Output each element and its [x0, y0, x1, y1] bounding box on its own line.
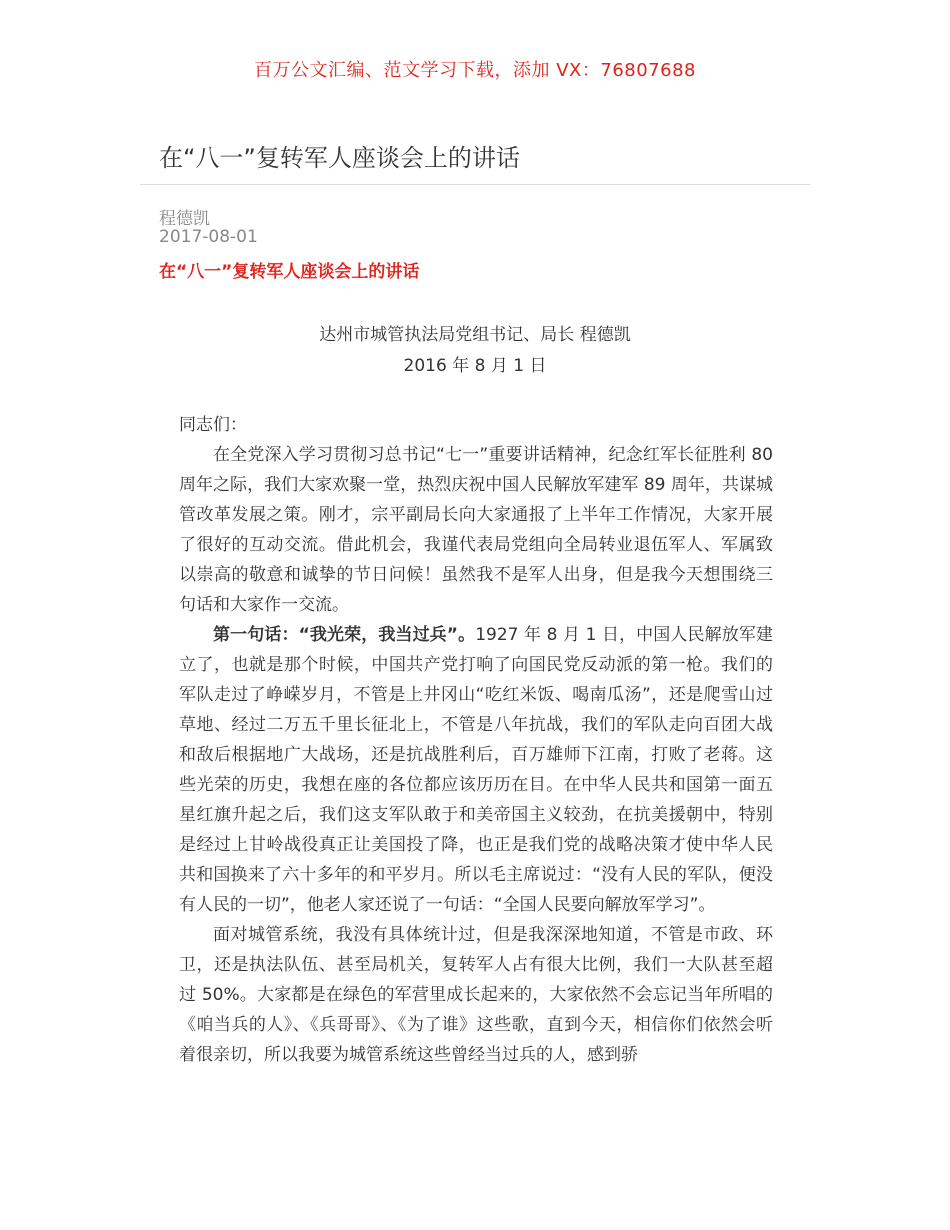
paragraph-3: 面对城管系统，我没有具体统计过，但是我深深地知道，不管是市政、环卫，还是执法队伍、甚至局机关，复转军人占有很大比例，我们一大队甚至超过 50%。大家都是在绿色的军营里成长起来的，大家依然不会忘记当年所唱的《咱当兵的人》、《兵哥哥》、《为了谁》这些歌，直到今天，相信你们依然会听着很亲切，所以我要为城管系统这些曾经当过兵的人，感到骄 — [179, 925, 773, 1065]
paragraph-2-heading: 第一句话：“我光荣，我当过兵”。 — [213, 625, 476, 645]
speech-body — [179, 410, 773, 1070]
speech-date: 2016 年 8 月 1 日 — [403, 356, 547, 376]
title-divider — [140, 184, 810, 185]
speaker-line: 达州市城管执法局党组书记、局长 程德凯 — [319, 325, 631, 345]
paragraph-2 — [179, 620, 773, 920]
promo-banner: 百万公文汇编、范文学习下载，添加 VX：76807688 — [254, 60, 696, 81]
article-author: 程德凯 — [159, 209, 210, 229]
paragraph-2-text: 1927 年 8 月 1 日，中国人民解放军建立了，也就是那个时候，中国共产党打响了向国民党反动派的第一枪。我们的军队走过了峥嵘岁月，不管是上井冈山“吃红米饭、喝南瓜汤”，还是爬雪山过草地、经过二万五千里长征北上，不管是八年抗战，我们的军队走向百团大战和敌后根据地广大战场，还是抗战胜利后，百万雄师下江南，打败了老蒋。这些光荣的历史，我想在座的各位都应该历历在目。在中华人民共和国第一面五星红旗升起之后，我们这支军队敢于和美帝国主义较劲，在抗美援朝中，特别是经过上甘岭战役真正让美国投了降，也正是我们党的战略决策才使中华人民共和国换来了六十多年的和平岁月。所以毛主席说过：“没有人民的军队，便没有人民的一切”，他老人家还说了一句话：“全国人民要向解放军学习”。 — [179, 625, 773, 915]
article-subtitle: 在“八一”复转军人座谈会上的讲话 — [159, 262, 420, 282]
salutation: 同志们： — [179, 415, 247, 435]
article-date: 2017-08-01 — [159, 227, 258, 247]
article-title: 在“八一”复转军人座谈会上的讲话 — [159, 144, 520, 172]
paragraph-1: 在全党深入学习贯彻习总书记“七一”重要讲话精神，纪念红军长征胜利 80 周年之际，我们大家欢聚一堂，热烈庆祝中国人民解放军建军 89 周年，共谋城管改革发展之策。刚才，宗平副局长向大家通报了上半年工作情况，大家开展了很好的互动交流。借此机会，我谨代表局党组向全局转业退伍军人、军属致以崇高的敬意和诚挚的节日问候！虽然我不是军人出身，但是我今天想围绕三句话和大家作一交流。 — [179, 445, 773, 615]
